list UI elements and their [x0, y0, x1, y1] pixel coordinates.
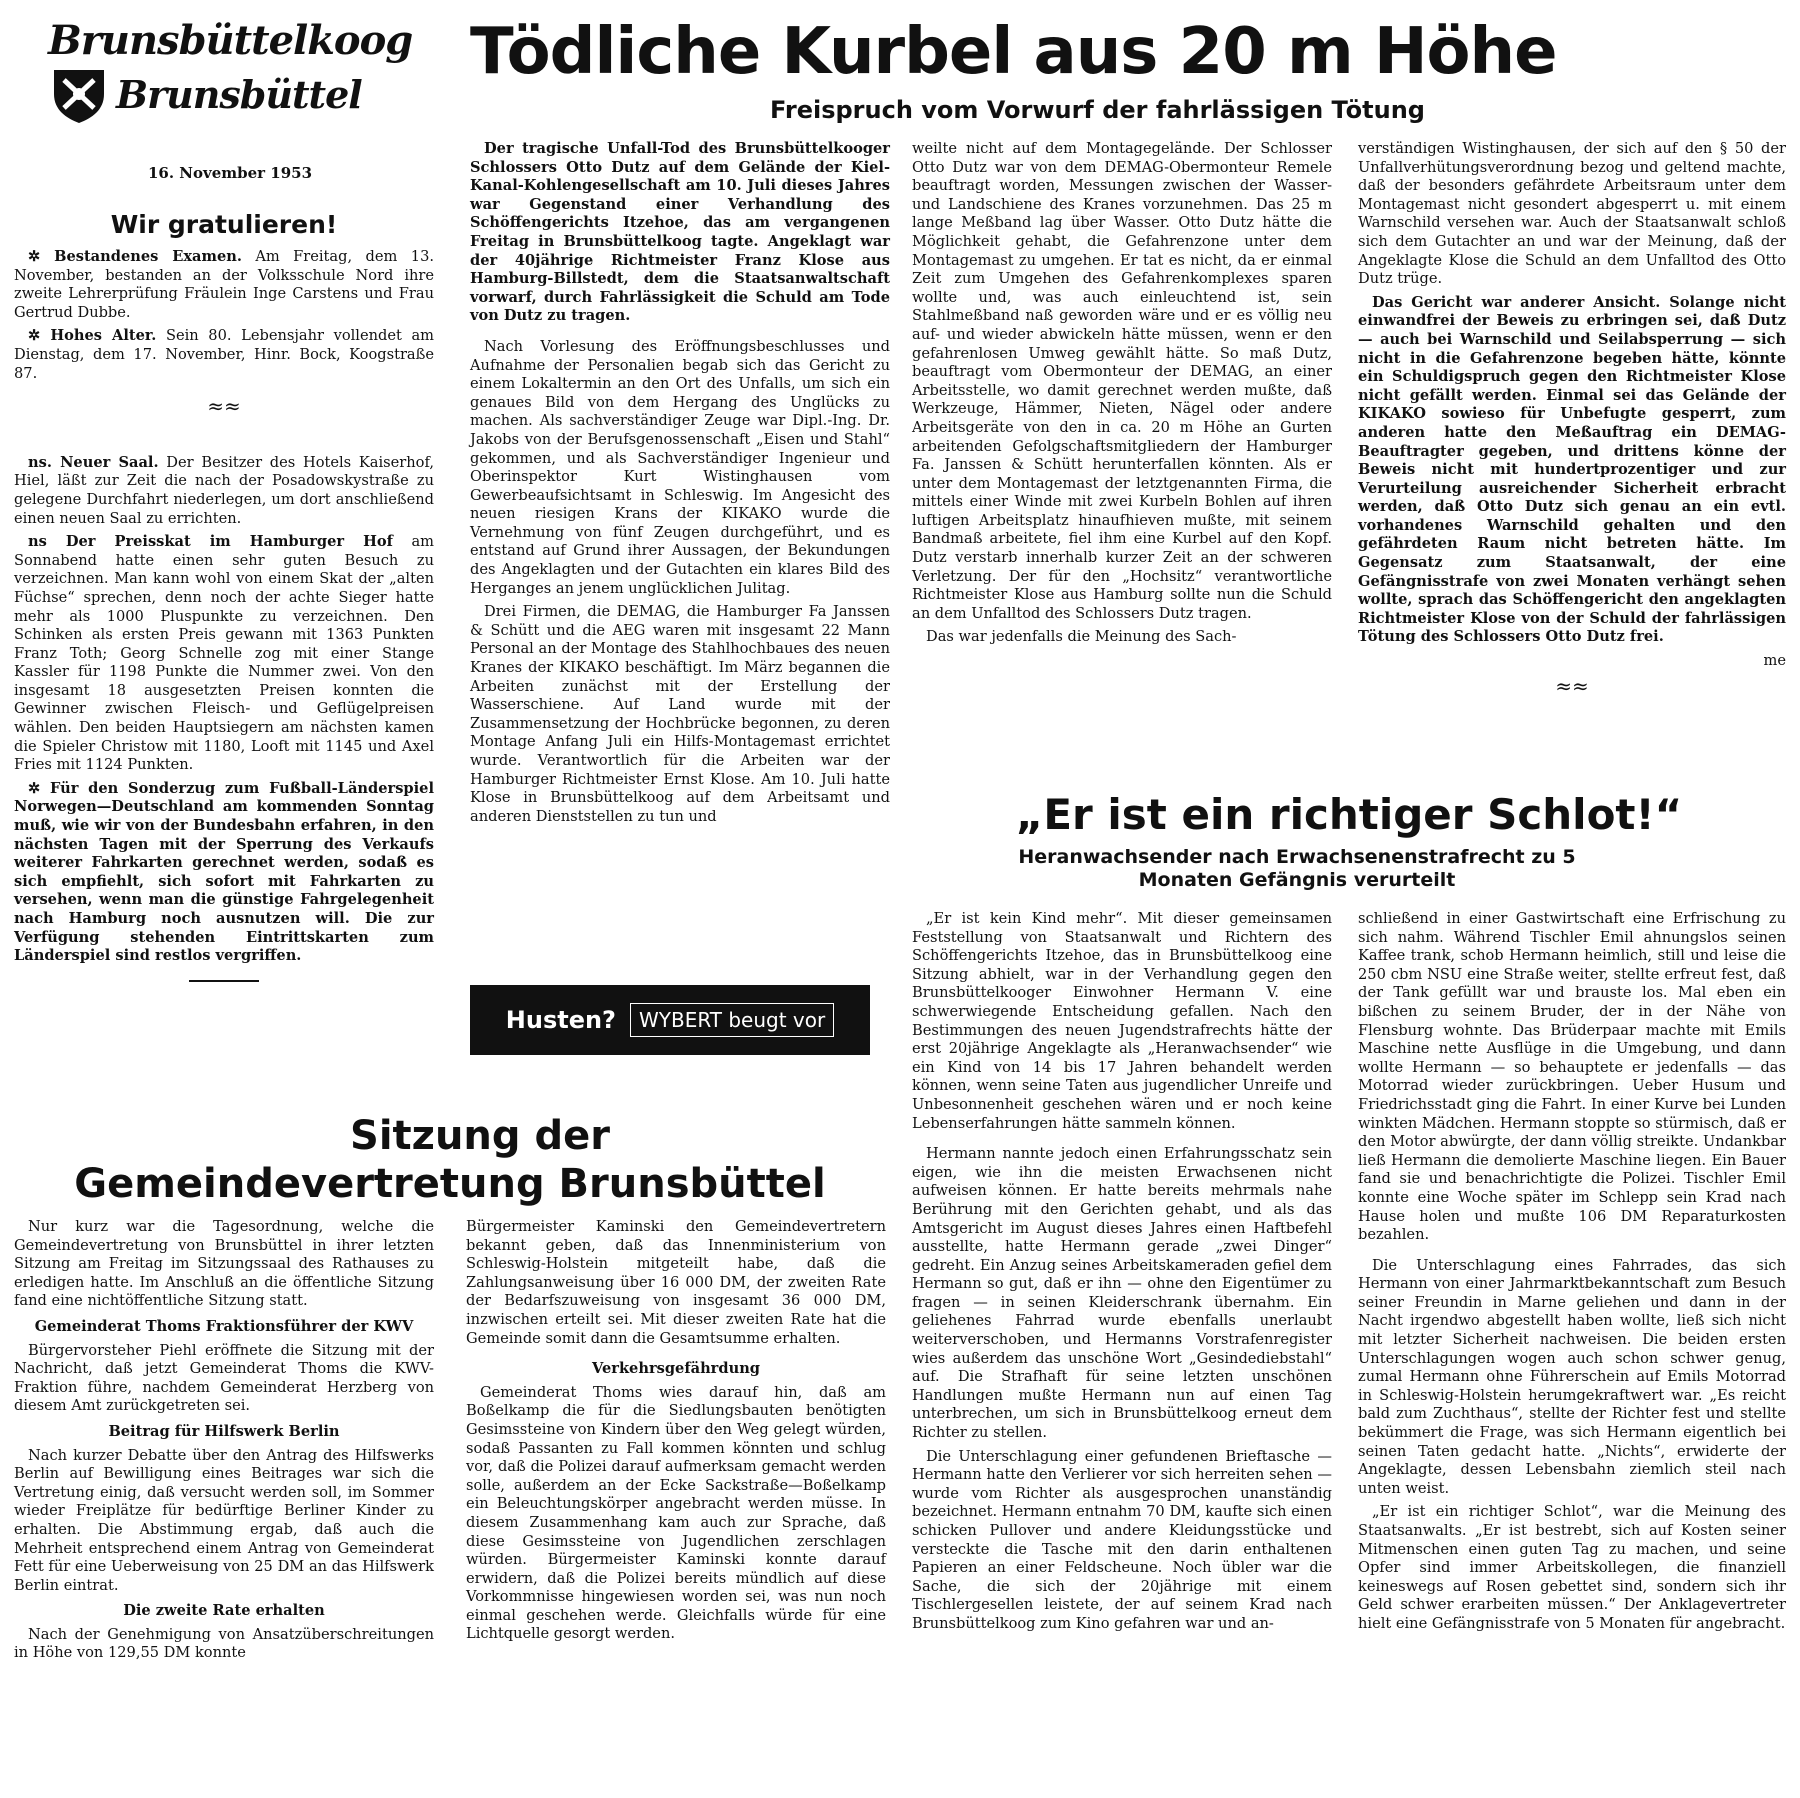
sitzung-para: Nur kurz war die Tagesordnung, welche die Gemeindevertretung von Brunsbüttel in ihrer letzten Sitzung am Freitag im Sitzungssaal des Rathauses zu erledigen hatte. Im Anschluß an die öffentliche Sitzung fand eine nichtöffentliche Sitzung statt. [14, 1218, 434, 1310]
masthead [48, 17, 413, 138]
article-neuer-saal: ns. Neuer Saal. Der Besitzer des Hotels Kaiserhof, Hiel, läßt zur Zeit die nach der Posadowskystraße zu gelegene Durchfahrt niederlegen, um dort anschließend einen neuen Saal zu errichten. [14, 453, 434, 527]
schlot-para: schließend in einer Gastwirtschaft eine Erfrischung zu sich nahm. Während Tischler Emil ahnungslos seinen Kaffee trank, schob Hermann heimlich, still und leise die 250 cbm NSU eine Straße weiter, stellte erfreut fest, daß der Tank gefüllt war und brauste los. Mal eben ein bißchen zu seinem Bruder, der in der Nähe von Flensburg wohnte. Das Brüderpaar machte mit Emils Maschine nette Ausflüge in die Umgebung, und dann wollte Hermann — so behauptete er jedenfalls — das Motorrad wieder zurückbringen. Ueber Husum und Friedrichsstadt ging die Fahrt. In einer Kurve bei Lunden winkten Mädchen. Hermann stoppte so stürmisch, daß er den Motor abwürgte, der dann völlig streikte. Undankbar ließ Hermann die demolierte Maschine liegen. Ein Bauer fand sie und benachrichtigte die Polizei. Tischler Emil konnte eine Woche später im Schlepp sein Krad nach Hause holen und mußte 106 DM Reparaturkosten bezahlen. [1358, 910, 1786, 1244]
headline-sitzung-1: Sitzung der [350, 1113, 610, 1159]
column-end-rule [189, 980, 259, 982]
issue-date: 16. November 1953 [147, 164, 313, 182]
wave-divider: ≈≈ [1555, 673, 1589, 698]
kurbel-para: verständigen Wistinghausen, der sich auf den § 50 der Unfallverhütungsverordnung bezog und geltend machte, daß der besonders gefährdete Arbeitsraum unter dem Montagemast nicht gesondert abgesperrt u. mit einem Warnschild versehen war. Auch der Staatsanwalt schloß sich dem Gutachter an und war der Meinung, daß der Angeklagte Klose die Schuld an dem Unfalltod des Otto Dutz trüge. [1358, 140, 1786, 288]
masthead-town-2: Brunsbüttel [116, 72, 362, 117]
sitzung-subhead: Gemeinderat Thoms Fraktionsführer der KWV [34, 1317, 414, 1335]
schlot-col-1 [912, 910, 1332, 1639]
kurbel-col-3 [1358, 140, 1786, 698]
subhead-kurbel: Freispruch vom Vorwurf der fahrlässigen Tötung [770, 96, 1425, 124]
schlot-col-2 [1358, 910, 1786, 1639]
kurbel-para: Das war jedenfalls die Meinung des Sach- [926, 628, 1237, 646]
schlot-para: „Er ist kein Kind mehr“. Mit dieser gemeinsamen Feststellung von Staatsanwalt und Richtern des Schöffengerichts Itzehoe, das in Brunsbüttelkoog eine Sitzung abhielt, war in der Verhandlung gegen den Brunsbüttelkooger Einwohner Hermann V. eine schwerwiegende Entscheidung gefallen. Nach den Bestimmungen des neuen Jugendstrafrechts hätte der erst 20jährige Angeklagte als „Heranwachsender“ wie ein Kind von 14 bis 17 Jahren behandelt werden können, wenn seine Taten aus jugendlicher Unreife und Unbesonnenheit geschehen wären und er noch keine Lebenserfahrungen hätte sammeln können. [912, 910, 1332, 1132]
coat-of-arms-icon [48, 64, 110, 126]
sitzung-col-1 [14, 1218, 434, 1668]
sitzung-subhead: Beitrag für Hilfswerk Berlin [108, 1422, 340, 1440]
headline-kurbel: Tödliche Kurbel aus 20 m Höhe [470, 15, 1557, 89]
gratulation-heading: Wir gratulieren! [110, 210, 338, 239]
author-signature: me [1763, 652, 1786, 670]
ad-husten: Husten? [505, 1006, 616, 1034]
sitzung-para: Bürgermeister Kaminski den Gemeindevertretern bekannt geben, daß das Innenministerium von Schleswig-Holstein mitgeteilt habe, daß die Zahlungsanweisung über 16 000 DM, der zweiten Rate der Bedarfszuweisung von insgesamt 36 000 DM, inzwischen erteilt sei. Mit dieser zweiten Rate hat die Gemeinde somit dann die Gesamtsumme erhalten. [466, 1218, 886, 1347]
schlot-para: Hermann nannte jedoch einen Erfahrungsschatz sein eigen, wie ihn die meisten Erwachsenen nicht aufweisen können. Er hatte bereits mehrmals nahe Berührung mit den Gerichten gehabt, und als das Amtsgericht im August dieses Jahres einen Haftbefehl ausstellte, hatte Hermann gerade „zwei Dinger“ gedreht. Ein Anzug seines Arbeitskameraden gefiel dem Hermann so gut, daß er ihn — ohne den Eigentümer zu fragen — in seinen Kleiderschrank übernahm. Ein geliehenes Fahrrad wurde ebenfalls unerlaubt weiterverschoben, und Hermanns Vorstrafenregister wies außerdem das unschöne Wort „Gesindediebstahl“ auf. Die Strafhaft für seine letzten unschönen Handlungen mußte Hermann nun auf einen Tag unterbrechen, um sich in Brunsbüttelkoog erneut dem Richter zu stellen. [912, 1145, 1332, 1442]
masthead-town-1: Brunsbüttelkoog [48, 17, 413, 64]
subhead-schlot: Heranwachsender nach Erwachsenenstrafrecht zu 5 Monaten Gefängnis verurteilt [1018, 846, 1576, 891]
article-examen: ✲ Bestandenes Examen. Am Freitag, dem 13. November, bestanden an der Volksschule Nord ihre zweite Lehrerprüfung Fräulein Inge Carstens und Frau Gertrud Dubbe. [14, 248, 434, 321]
ad-wybert: WYBERT beugt vor [630, 1003, 834, 1037]
kurbel-col-1 [470, 140, 890, 831]
sitzung-col-2 [466, 1218, 886, 1649]
sitzung-para: Nach der Genehmigung von Ansatzüberschreitungen in Höhe von 129,55 DM konnte [14, 1625, 434, 1662]
kurbel-lead: Der tragische Unfall-Tod des Brunsbüttelkooger Schlossers Otto Dutz auf dem Gelände der Kiel-Kanal-Kohlengesellschaft am 10. Juli dieses Jahres war Gegenstand einer Verhandlung des Schöffengerichts Itzehoe, das am vergangenen Freitag in Brunsbüttelkoog tagte. Angeklagt war der 40jährige Richtmeister Franz Klose aus Hamburg-Billstedt, dem die Staatsanwaltschaft vorwarf, durch Fahrlässigkeit die Schuld am Tode von Dutz zu tragen. [470, 140, 890, 325]
wybert-ad [470, 985, 870, 1055]
kurbel-para: weilte nicht auf dem Montagegelände. Der Schlosser Otto Dutz war von dem DEMAG-Obermonteur Remele beauftragt worden, Messungen zwischen der Wasser- und Landschiene des Kranes vorzunehmen. Das 25 m lange Meßband lag über Wasser. Otto Dutz hätte die Möglichkeit gehabt, die Gefahrenzone unter dem Montagemast zu umgehen. Er tat es nicht, da er einmal Zeit zum Umgehen des Gefahrenkomplexes sparen wollte und, was auch einleuchtend ist, sein Stahlmeßband naß geworden wäre und er es völlig neu auf- und wieder abwickeln hätte müssen, wenn er den gefahrenlosen Umweg gewählt hätte. So maß Dutz, beauftragt vom Obermonteur der DEMAG, an einer Arbeitsstelle, wo damit gerechnet werden mußte, daß Werkzeuge, Hämmer, Nieten, Nägel oder andere Arbeitsgeräte von den in ca. 20 m Höhe an Gurten arbeitenden Gefolgschaftsmitgliedern der Hamburger Fa. Janssen & Schütt herunterfallen könnten. Als er unter dem Montagemast der letztgenannten Firma, die mittels einer Winde mit zwei Kurbeln Bohlen auf ihren luftigen Arbeitsplatz hinaufhieven mußte, mit seinem Bandmaß arbeitete, fiel ihm eine Kurbel auf den Kopf. Dutz verstarb innerhalb kurzer Zeit an der schweren Verletzung. Der für den „Hochsitz“ verantwortliche Richtmeister Klose aus Hamburg sollte nun die Schuld an dem Unfalltod des Schlossers Dutz tragen. [912, 140, 1332, 622]
headline-sitzung-2: Gemeindevertretung Brunsbüttel [74, 1161, 826, 1207]
sitzung-para: Bürgervorsteher Piehl eröffnete die Sitzung mit der Nachricht, daß jetzt Gemeinderat Thoms die KWV-Fraktion führe, nachdem Gemeinderat Herzberg von diesem Amt zurückgetreten sei. [14, 1341, 434, 1415]
kurbel-para: Nach Vorlesung des Eröffnungsbeschlusses und Aufnahme der Personalien begab sich das Gericht zu einem Lokaltermin an den Ort des Unfalls, um sich ein genaues Bild von dem Hergang des Unglücks zu machen. Als sachverständiger Zeuge war Dipl.-Ing. Dr. Jakobs von der Berufsgenossenschaft „Eisen und Stahl“ gekommen, und als Sachverständiger Ingenieur und Oberinspektor Kurt Wistinghausen vom Gewerbeaufsichtsamt in Schleswig. Im Angesicht des neuen riesigen Krans der KIKAKO wurde die Vernehmung von fünf Zeugen durchgeführt, und es entstand auf Grund ihrer Aussagen, der Bekundungen des Angeklagten und der Gutachten ein klares Bild des Herganges an jenem unglücklichen Julitag. [470, 337, 890, 597]
sitzung-para: Nach kurzer Debatte über den Antrag des Hilfswerks Berlin auf Bewilligung eines Beitrages war sich die Vertretung einig, daß versucht werden soll, im Sommer wieder Freiplätze für bedürftige Berliner Kinder zu erhalten. Die Abstimmung ergab, daß auch die Mehrheit entsprechend einem Antrag von Gemeinderat Fett für eine Ueberweisung von 25 DM an das Hilfswerk Berlin eintrat. [14, 1446, 434, 1594]
article-sonderzug: ✲ Für den Sonderzug zum Fußball-Länderspiel Norwegen—Deutschland am kommenden Sonntag muß, wie wir von der Bundesbahn erfahren, in den nächsten Tagen mit der Sperrung des Verkaufs weiterer Fahrkarten gerechnet werden, sodaß es sich empfiehlt, sich sofort mit Fahrkarten zu versehen, wenn man die günstige Fahrgelegenheit nach Hamburg noch ausnutzen will. Die zur Verfügung stehenden Eintrittskarten zum Länderspiel sind restlos vergriffen. [14, 779, 434, 965]
schlot-para: Die Unterschlagung einer gefundenen Brieftasche — Hermann hatte den Verlierer vor sich herreiten sehen — wurde vom Richter als ausgesprochen unanständig bezeichnet. Hermann entnahm 70 DM, kaufte sich einen schicken Pullover und andere Kleidungsstücke und versteckte die Tasche mit den darin enthaltenen Papieren an einer Feldscheune. Noch übler war die Sache, die sich der 20jährige mit einem Tischlergesellen leistete, der auf seinem Krad nach Brunsbüttelkoog zum Kino gefahren war und an- [912, 1447, 1332, 1632]
headline-schlot: „Er ist ein richtiger Schlot!“ [1015, 790, 1683, 839]
sitzung-subhead: Verkehrsgefährdung [591, 1360, 761, 1378]
sitzung-para: Gemeinderat Thoms wies darauf hin, daß am Boßelkamp die für die Siedlungsbauten benötigten Gesimssteine von Kindern über den Weg gelegt würden, sodaß Passanten zu Fall kommen könnten und schlug vor, daß die Polizei darauf aufmerksam gemacht werden solle, außerdem an der Ecke Sackstraße—Boßelkamp ein Beleuchtungskörper angebracht werden müsse. In diesem Zusammenhang kam auch zur Sprache, daß diese Gesimssteine von Jugendlichen zerschlagen würden. Bürgermeister Kaminski konnte darauf erwidern, daß die Polizei bereits mündlich auf diese Vorkommnisse hingewiesen worden sei, was nun noch einmal geschehen werde. Gleichfalls würde für eine Lichtquelle gesorgt werden. [466, 1383, 886, 1643]
sitzung-subhead: Die zweite Rate erhalten [123, 1602, 325, 1620]
schlot-para: Die Unterschlagung eines Fahrrades, das sich Hermann von einer Jahrmarktbekanntschaft zum Besuch seiner Freundin in Marne geliehen und dann in der Nacht irgendwo abgestellt haben wollte, ließ sich nicht mit letzter Sicherheit nachweisen. Die beiden ersten Unterschlagungen wogen auch schon schwer genug, zumal Hermann ohne Führerschein auf Emils Motorrad in Schleswig-Holstein herumgekraftwert war. „Es reicht bald zum Zuchthaus“, stellte der Richter fest und stellte bekümmert die Frage, was sich Hermann eigentlich bei seinen Taten gedacht hatte. „Nichts“, erwiderte der Angeklagte, dessen Lebensbahn ziemlich steil nach unten weist. [1358, 1256, 1786, 1497]
left-column [14, 210, 434, 982]
wave-divider: ≈≈ [207, 394, 241, 419]
article-preisskat: ns Der Preisskat im Hamburger Hof am Sonnabend hatte einen sehr guten Besuch zu verzeichnen. Man kann wohl von einem Skat der „alten Füchse“ sprechen, denn noch der achte Sieger hatte mehr als 1000 Pluspunkte zu verzeichnen. Den Schinken als ersten Preis gewann mit 1363 Punkten Franz Toth; Georg Schnelle zog mit einer Stange Kassler für 1198 Punkte die Nummer zwei. Von den insgesamt 18 ausgesetzten Preisen konnten die Gewinner zwischen Fleisch- und Geflügelpreisen wählen. Den beiden Hauptsiegern am nächsten kamen die Spieler Christow mit 1180, Looft mit 1145 und Axel Fries mit 1124 Punkten. [14, 533, 434, 774]
article-alter: ✲ Hohes Alter. Sein 80. Lebensjahr vollendet am Dienstag, dem 17. November, Hinr. Bock, Koogstraße 87. [14, 327, 434, 382]
kurbel-col-2 [912, 140, 1332, 652]
kurbel-para: Drei Firmen, die DEMAG, die Hamburger Fa Janssen & Schütt und die AEG waren mit insgesamt 22 Mann Personal an der Montage des Stahlhochbaues des neuen Kranes der KIKAKO beschäftigt. Im März begannen die Arbeiten zunächst mit der Erstellung der Wasserschiene. Auf Land wurde mit der Zusammensetzung der Hochbrücke begonnen, zu deren Montage Anfang Juli ein Hilfs-Montagemast errichtet wurde. Verantwortlich für die Arbeiten war der Hamburger Richtmeister Ernst Klose. Am 10. Juli hatte Klose in Brunsbüttelkoog auf dem Arbeitsamt und anderen Dienststellen zu tun und [470, 603, 890, 825]
kurbel-verdict: Das Gericht war anderer Ansicht. Solange nicht einwandfrei der Beweis zu erbringen sei, daß Dutz — auch bei Warnschild und Seilabsperrung — sich nicht in die Gefahrenzone begeben hätte, könnte ein Schuldigspruch gegen den Richtmeister Klose nicht gefällt werden. Einmal sei das Gelände der KIKAKO sowieso für Unbefugte gesperrt, zum anderen hatte den Meßauftrag ein DEMAG-Beauftragter gegeben, und drittens könne der Beweis nicht mit hundertprozentiger und zur Verurteilung ausreichender Sicherheit erbracht werden, daß Otto Dutz sich genau an ein evtl. vorhandenes Warnschild gehalten und den gefährdeten Raum nicht betreten hätte. Im Gegensatz zum Staatsanwalt, der eine Gefängnisstrafe von zwei Monaten verhängt sehen wollte, sprach das Schöffengericht den angeklagten Richtmeister Klose von der Schuld der fahrlässigen Tötung des Schlossers Otto Dutz frei. [1358, 293, 1786, 646]
schlot-para: „Er ist ein richtiger Schlot“, war die Meinung des Staatsanwalts. „Er ist bestrebt, sich auf Kosten seiner Mitmenschen einen guten Tag zu machen, und seine Opfer sind immer Arbeitskollegen, die finanziell keineswegs auf Rosen gebettet sind, sondern sich ihr Geld schwer erarbeiten müssen.“ Der Anklagevertreter hielt eine Gefängnisstrafe von 5 Monaten für angebracht. [1358, 1503, 1786, 1632]
